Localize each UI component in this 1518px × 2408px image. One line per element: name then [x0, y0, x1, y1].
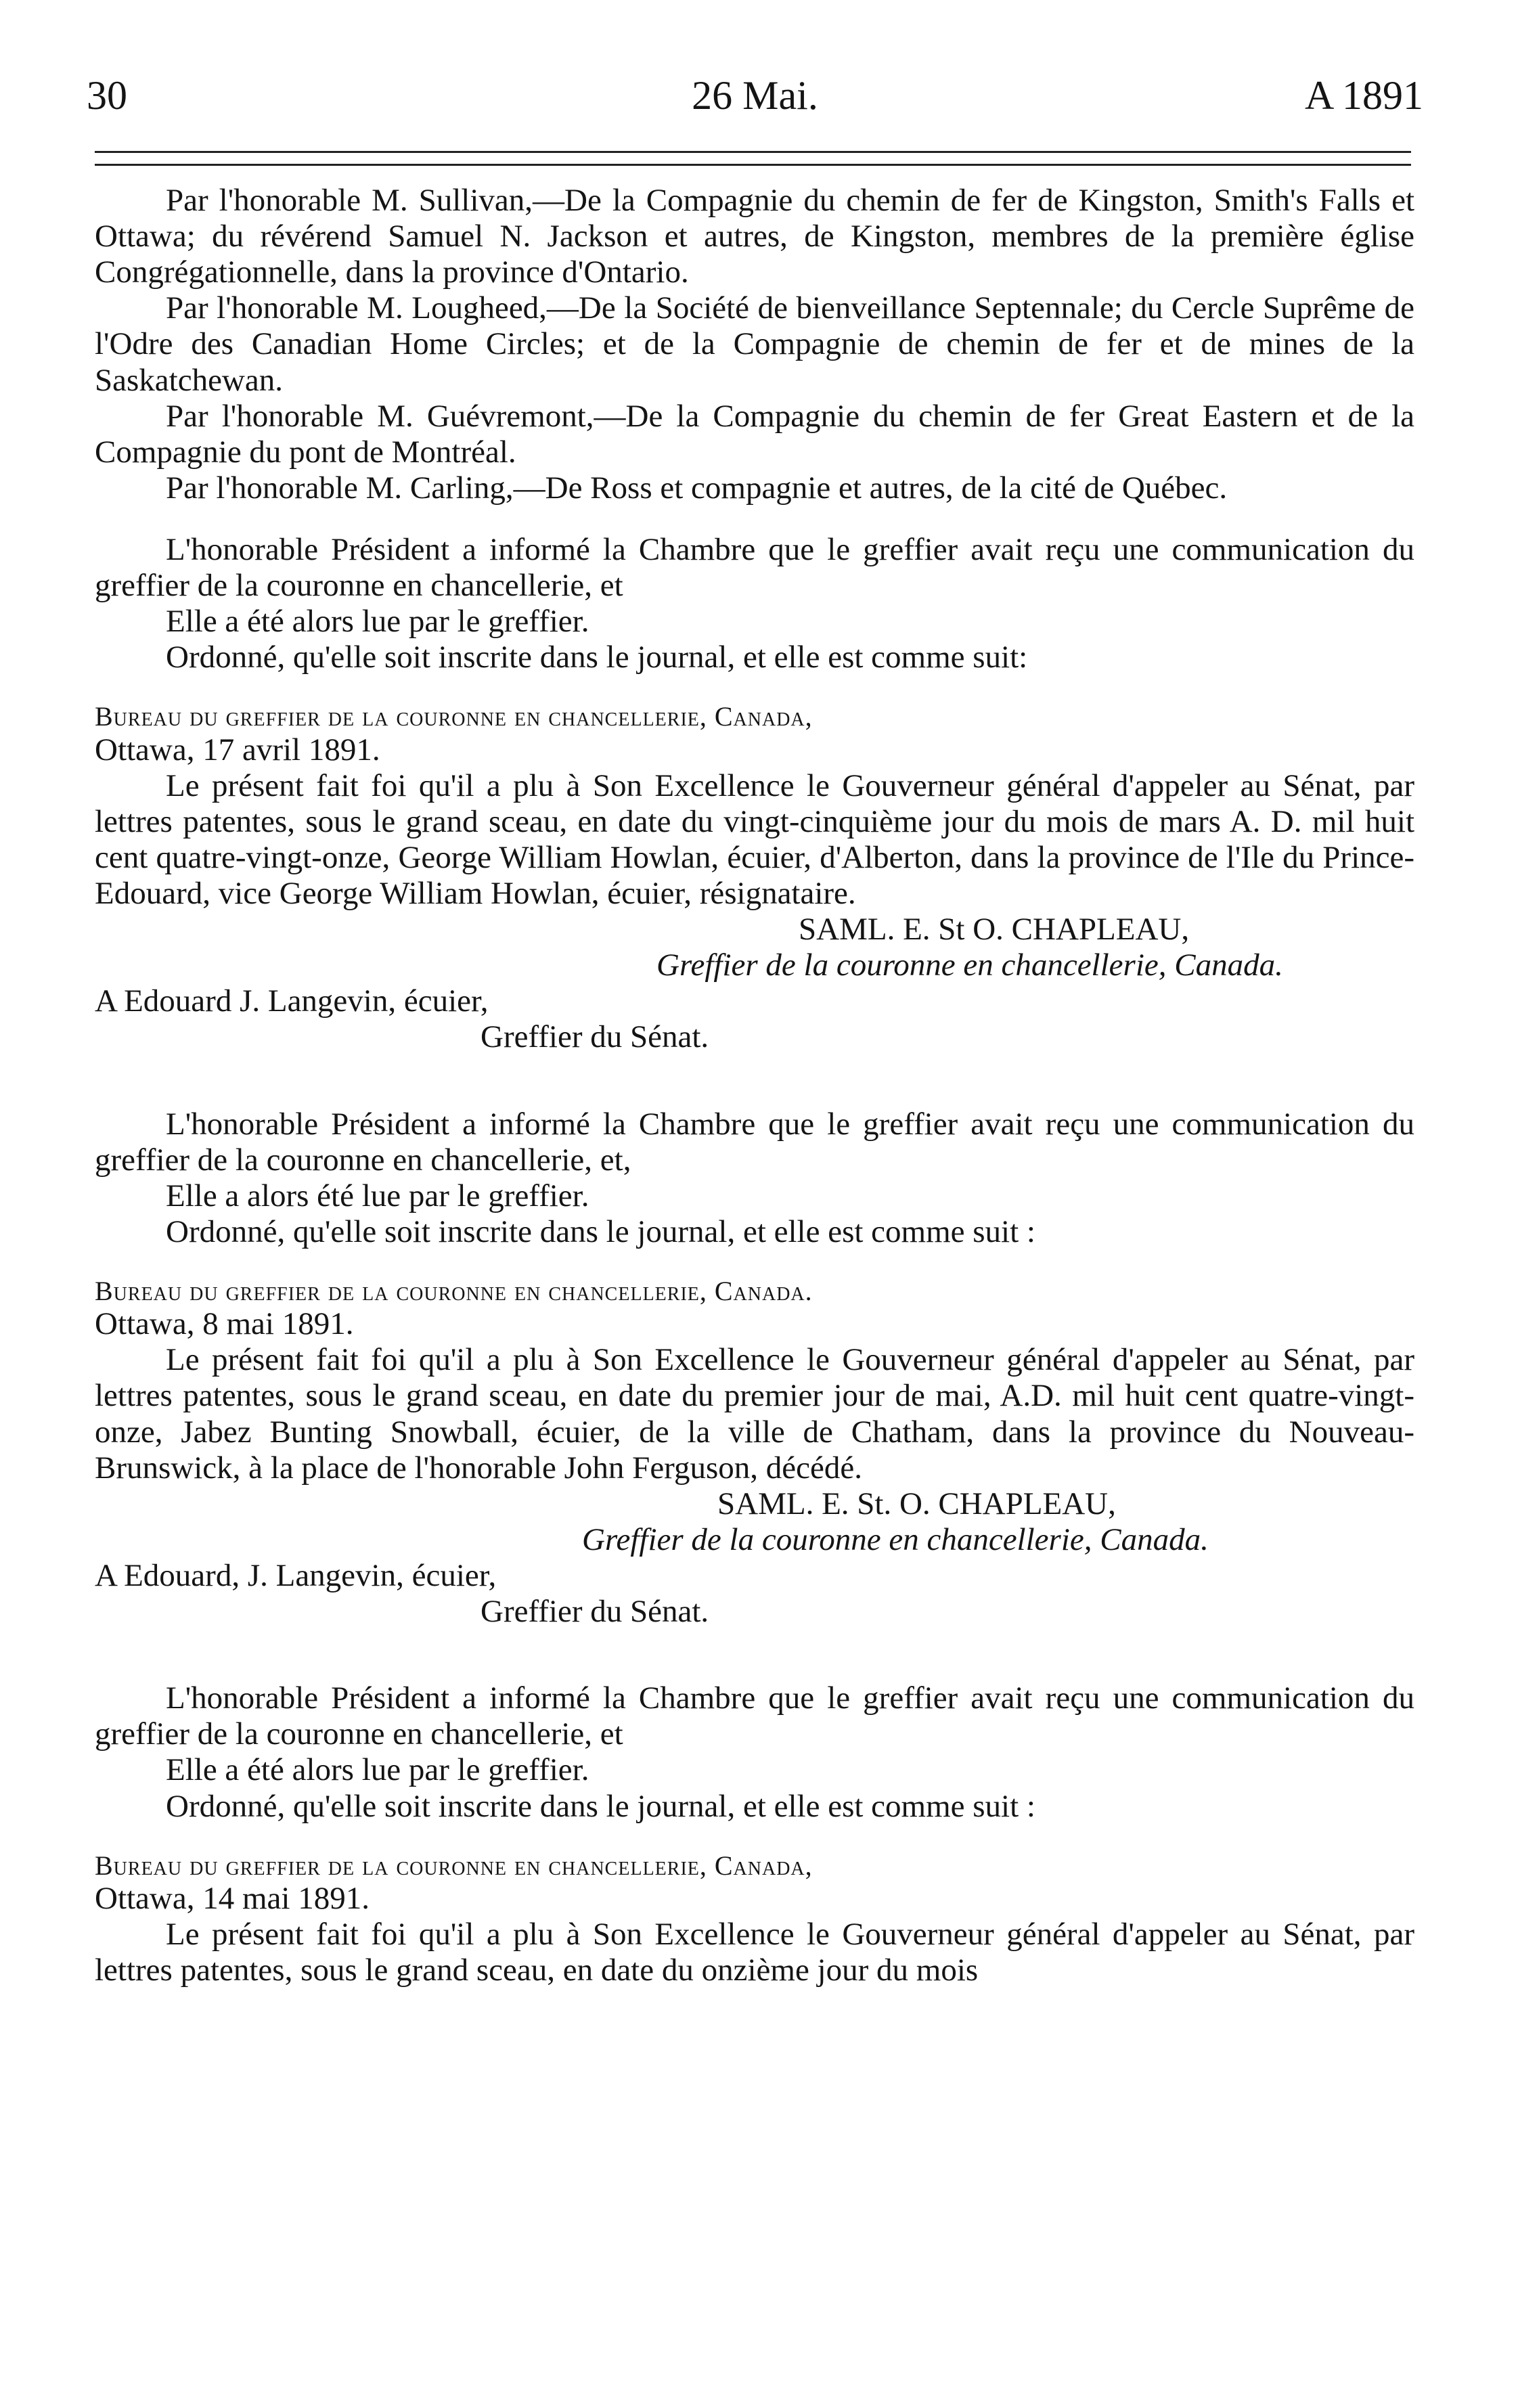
place-date: Ottawa, 17 avril 1891. — [95, 732, 380, 767]
addressee-title: Greffier du Sénat. — [481, 1594, 709, 1630]
petition-paragraph: Par l'honorable M. Sullivan,—De la Compagnie du chemin de fer de Kingston, Smith's Falls et Ottawa; du révérend Samuel N. Jackson et autres, de Kingston, membres de la première église Congrégationnelle, dans la province d'Ontario. — [95, 183, 1414, 290]
bureau-heading: Bureau du greffier de la couronne en chancellerie, Canada, — [95, 701, 813, 732]
communication-text: Le présent fait foi qu'il a plu à Son Excellence le Gouverneur général d'appeler au Sénat, par lettres patentes, sous le grand sceau, en date du premier jour de mai, A.D. mil huit cent quatre-vingt-onze, Jabez Bunting Snowball, écuier, de la ville de Chatham, dans la province du Nouveau-Brunswick, à la place de l'honorable John Ferguson, décédé. — [95, 1342, 1414, 1486]
signature-title: Greffier de la couronne en chancellerie, Canada. — [656, 947, 1283, 983]
addressee: A Edouard J. Langevin, écuier, — [95, 983, 489, 1019]
communication-intro: L'honorable Président a informé la Chambre que le greffier avait reçu une communication du greffier de la couronne en chancellerie, et — [95, 531, 1414, 604]
addressee-title: Greffier du Sénat. — [481, 1019, 709, 1055]
petition-paragraph: Par l'honorable M. Guévremont,—De la Compagnie du chemin de fer Great Eastern et de la Compagnie du pont de Montréal. — [95, 398, 1414, 470]
communication-read: Elle a été alors lue par le greffier. — [166, 604, 589, 640]
petition-paragraph: Par l'honorable M. Carling,—De Ross et compagnie et autres, de la cité de Québec. — [166, 470, 1228, 506]
journal-body — [95, 183, 1414, 1988]
place-date: Ottawa, 8 mai 1891. — [95, 1306, 354, 1342]
communication-ordered: Ordonné, qu'elle soit inscrite dans le journal, et elle est comme suit: — [166, 640, 1028, 675]
header-rule-top — [95, 151, 1411, 153]
communication-ordered: Ordonné, qu'elle soit inscrite dans le journal, et elle est comme suit : — [166, 1788, 1035, 1824]
page-header — [87, 65, 1423, 126]
bureau-heading: Bureau du greffier de la couronne en chancellerie, Canada. — [95, 1276, 813, 1307]
signature-name: SAML. E. St O. CHAPLEAU, — [799, 912, 1190, 947]
communication-text: Le présent fait foi qu'il a plu à Son Excellence le Gouverneur général d'appeler au Sénat, par lettres patentes, sous le grand sceau, en date du onzième jour du mois — [95, 1916, 1414, 1988]
header-date: 26 Mai. — [692, 73, 818, 118]
addressee: A Edouard, J. Langevin, écuier, — [95, 1557, 497, 1593]
bureau-heading: Bureau du greffier de la couronne en chancellerie, Canada, — [95, 1850, 813, 1881]
communication-intro: L'honorable Président a informé la Chambre que le greffier avait reçu une communication du greffier de la couronne en chancellerie, et, — [95, 1106, 1414, 1178]
communication-intro: L'honorable Président a informé la Chambre que le greffier avait reçu une communication du greffier de la couronne en chancellerie, et — [95, 1680, 1414, 1752]
communication-ordered: Ordonné, qu'elle soit inscrite dans le journal, et elle est comme suit : — [166, 1213, 1035, 1249]
petition-paragraph: Par l'honorable M. Lougheed,—De la Société de bienveillance Septennale; du Cercle Suprême de l'Odre des Canadian Home Circles; et de la Compagnie de chemin de fer et de mines de la Saskatchewan. — [95, 290, 1414, 398]
page-number: 30 — [87, 73, 127, 118]
place-date: Ottawa, 14 mai 1891. — [95, 1880, 370, 1916]
communication-read: Elle a alors été lue par le greffier. — [166, 1178, 589, 1213]
signature-name: SAML. E. St. O. CHAPLEAU, — [717, 1486, 1116, 1521]
communication-text: Le présent fait foi qu'il a plu à Son Excellence le Gouverneur général d'appeler au Sénat, par lettres patentes, sous le grand sceau, en date du vingt-cinquième jour du mois de mars A. D. mil huit cent quatre-vingt-onze, George William Howlan, écuier, d'Alberton, dans la province de l'Ile du Prince-Edouard, vice George William Howlan, écuier, résignataire. — [95, 767, 1414, 912]
communication-read: Elle a été alors lue par le greffier. — [166, 1752, 589, 1788]
header-year: A 1891 — [1304, 73, 1423, 118]
signature-title: Greffier de la couronne en chancellerie, Canada. — [582, 1521, 1209, 1557]
header-rule-bottom — [95, 164, 1411, 166]
